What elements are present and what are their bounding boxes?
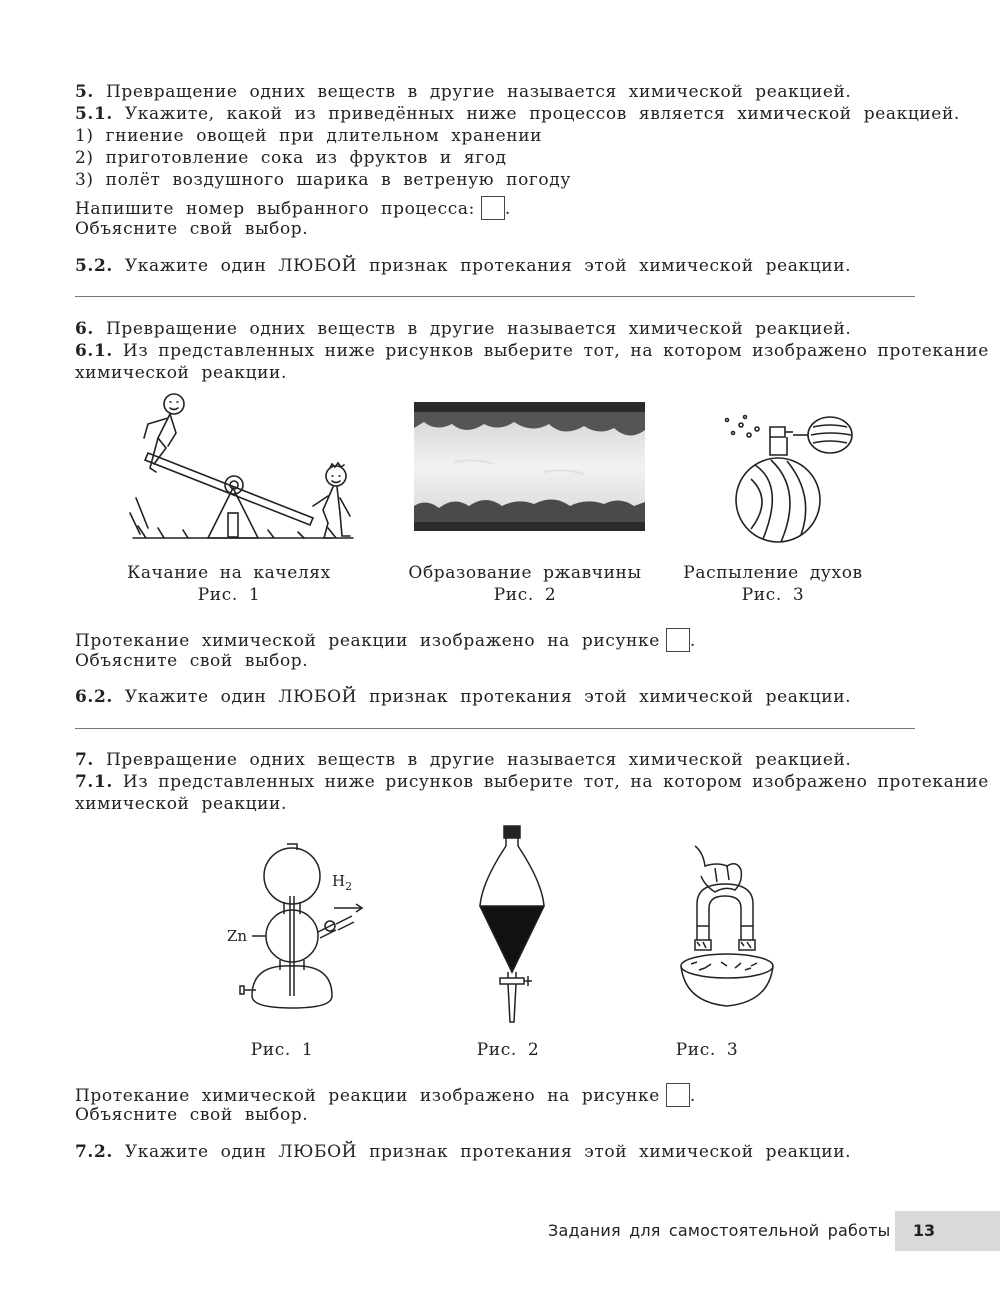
- task5-intro: [75, 82, 851, 102]
- task5-option-3: 3) полёт воздушного шарика в ветреную погоду: [75, 170, 571, 190]
- fig6-3-caption: Распыление духов: [683, 563, 863, 583]
- h2-subscript: 2: [345, 880, 353, 893]
- task7-q2-number: 7.2.: [75, 1142, 113, 1162]
- task5-answer-prompt: Напишите номер выбранного процесса:: [75, 199, 475, 219]
- task5-option-1: 1) гниение овощей при длительном хранении: [75, 126, 543, 146]
- task6-intro: [75, 319, 851, 339]
- task6-number: 6.: [75, 319, 94, 339]
- task6-q1-text-cont: химической реакции.: [75, 363, 287, 383]
- seesaw-illustration: [128, 388, 358, 548]
- rust-photo: [414, 402, 645, 531]
- task7-q1-text: Из представленных ниже рисунков выберите тот, на котором изображено протекание: [122, 772, 989, 792]
- task6-answer-prompt: Протекание химической реакции изображено на рисунке: [75, 631, 660, 651]
- task7-intro-text: Превращение одних веществ в другие называется химической реакцией.: [105, 750, 852, 770]
- task5-q2-text: Укажите один ЛЮБОЙ признак протекания этой химической реакции.: [124, 256, 852, 276]
- h2-label: [332, 872, 352, 893]
- task5-q1-text: Укажите, какой из приведённых ниже процессов является химической реакцией.: [124, 104, 960, 124]
- fig6-2-caption: Образование ржавчины: [408, 563, 642, 583]
- task5-number: 5.: [75, 82, 94, 102]
- task6-answer-box[interactable]: [666, 628, 690, 652]
- task5-intro-text: Превращение одних веществ в другие называется химической реакцией.: [105, 82, 852, 102]
- task6-answer-line: Протекание химической реакции изображено на рисунке .: [75, 628, 696, 652]
- magnet-iron-filings-illustration: [675, 842, 785, 1012]
- task7-answer-box[interactable]: [666, 1083, 690, 1107]
- page-number-tab: [895, 1211, 1000, 1251]
- task7-intro: [75, 750, 851, 770]
- task6-question1: [75, 341, 989, 361]
- task7-q2-text: Укажите один ЛЮБОЙ признак протекания этой химической реакции.: [124, 1142, 852, 1162]
- task7-q1-text-cont: химической реакции.: [75, 794, 287, 814]
- task5-answer-rule: [75, 296, 915, 297]
- h2-letter: H: [332, 872, 346, 890]
- task7-answer-line: Протекание химической реакции изображено на рисунке .: [75, 1083, 696, 1107]
- kipp-apparatus-illustration: [222, 836, 367, 1016]
- task7-explain: Объясните свой выбор.: [75, 1105, 309, 1125]
- task6-q1-text: Из представленных ниже рисунков выберите тот, на котором изображено протекание: [122, 341, 989, 361]
- task6-q2-text: Укажите один ЛЮБОЙ признак протекания этой химической реакции.: [124, 687, 852, 707]
- task5-answer-box[interactable]: [481, 196, 505, 220]
- task5-option-2: 2) приготовление сока из фруктов и ягод: [75, 148, 507, 168]
- task5-q2-number: 5.2.: [75, 256, 113, 276]
- zn-label: Zn: [227, 927, 248, 945]
- perfume-atomizer-illustration: [715, 405, 860, 545]
- task6-answer-rule: [75, 728, 915, 729]
- page-number: 13: [912, 1221, 936, 1240]
- fig6-3-label: Рис. 3: [741, 585, 805, 605]
- fig6-1-label: Рис. 1: [197, 585, 261, 605]
- fig7-2-label: Рис. 2: [476, 1040, 540, 1060]
- task7-answer-prompt: Протекание химической реакции изображено на рисунке: [75, 1086, 660, 1106]
- separatory-funnel-illustration: [470, 822, 555, 1027]
- task5-q1-number: 5.1.: [75, 104, 113, 124]
- task6-explain: Объясните свой выбор.: [75, 651, 309, 671]
- fig7-3-label: Рис. 3: [675, 1040, 739, 1060]
- footer-section-title: Задания для самостоятельной работы: [548, 1221, 891, 1240]
- task5-explain: Объясните свой выбор.: [75, 219, 309, 239]
- fig6-2-label: Рис. 2: [493, 585, 557, 605]
- task7-question2: [75, 1142, 851, 1162]
- task6-intro-text: Превращение одних веществ в другие называется химической реакцией.: [105, 319, 852, 339]
- task6-q1-number: 6.1.: [75, 341, 113, 361]
- task5-answer-line: Напишите номер выбранного процесса: .: [75, 196, 511, 220]
- task5-question2: [75, 256, 851, 276]
- task5-question1: [75, 104, 960, 124]
- task7-question1: [75, 772, 989, 792]
- task7-q1-number: 7.1.: [75, 772, 113, 792]
- task6-q2-number: 6.2.: [75, 687, 113, 707]
- task6-question2: [75, 687, 851, 707]
- fig6-1-caption: Качание на качелях: [127, 563, 331, 583]
- task7-number: 7.: [75, 750, 94, 770]
- fig7-1-label: Рис. 1: [250, 1040, 314, 1060]
